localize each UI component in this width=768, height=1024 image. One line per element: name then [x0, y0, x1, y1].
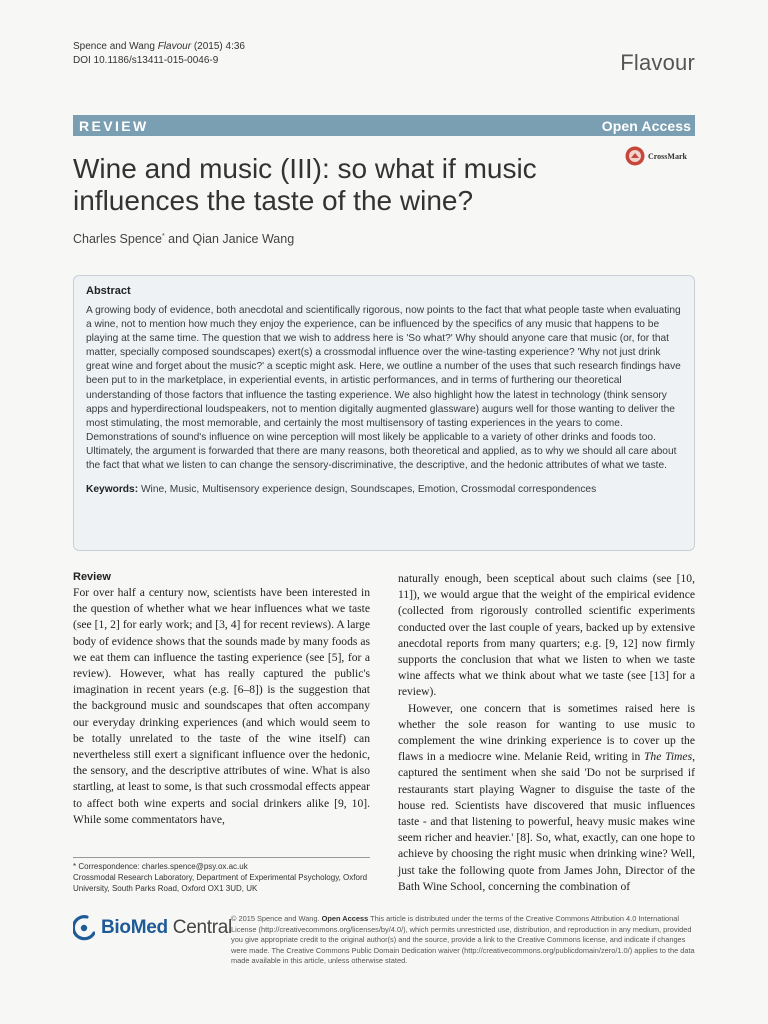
license-text: This article is distributed under the terms of the Creative Commons Attribution 4.0 International License (http://creativecommons.org/licenses/by/4.0/), which permits unrestricted use, distribution, and reproduction in any medium, provided you give appropriate credit to the original author(s) and the source, provide a link to the Creative Commons license, and indicate if changes were made. The Creative Commons Public Domain Dedication waiver (http://creativecommons.org/publicdomain/zero/1.0/) applies to the data made available in this article, unless otherwise stated. [231, 914, 695, 966]
author-wang[interactable]: and Qian Janice Wang [164, 232, 295, 246]
publisher-logo[interactable] [73, 915, 232, 941]
body-column-right [398, 571, 695, 895]
crossmark-icon [625, 146, 645, 166]
open-access-label[interactable]: Open Access [601, 117, 691, 134]
body-paragraph: For over half a century now, scientists have been interested in the question of whether what we hear influences what we taste (see [1, 2] for early work; and [3, 4] for recent reviews). A large body of evidence shows that the sounds made by many foods as we eat them can influence the tasting experience (see [5], for a review). However, what has really captured the public's imagination in recent years (e.g. [6–8]) is the suggestion that the background music and soundscapes that often accompany our everyday drinking experiences (and which would seem to be totally unrelated to the taste of the wine itself) can nevertheless still exert a significant influence over the hedonic, the sensory, and the descriptive attributes of wine. What is also startling, at least to some, is that such crossmodal effects appear to affect both wine experts and social drinkers alike [9, 10]. While some commentators have, [73, 586, 370, 826]
corresponding-author-mark: * [161, 232, 165, 240]
abstract-body: A growing body of evidence, both anecdotal and scientifically rigorous, now points to the fact that what people taste when evaluating a wine, not to mention how much they enjoy the experience, can be influenced by the specifics of any music that happens to be playing at the same time. The question that we wish to address here is 'So what?' Why should anyone care that music (or, for that matter, specially composed soundscapes) exert(s) a crossmodal influence over the wine-tasting experience? 'Why not just drink great wine and forget about the music?' a sceptic might ask. Here, we outline a number of the uses that such research findings have been put to in the marketplace, in experiential events, in artistic performances, and in terms of furthering our theoretical understanding of those factors that influence the tasting experience. We also highlight how the latest in technology (think sensory apps and hyperdirectional loudspeakers, not to mention digitally augmented glassware) augurs well for those wanting to deliver the most stimulating, the most memorable, and certainly the most multisensory of tasting experiences in the years to come. Demonstrations of sound's influence on wine perception will most likely be applicable to a variety of other drinks and foods too. Ultimately, the argument is forwarded that there are many reasons, both theoretical and applied, as to why we should all care about the fact that what we listen to can change the sensory-discriminative, the descriptive, and the hedonic attributes of what we taste. [86, 305, 681, 472]
paragraph-text: , captured the sentiment when she said 'Do not be surprised if restaurants start playing Wagner to disguise the taste of the house red. Scientists have discovered that music influences taste - and that listening to powerful, heavy music makes wine seem richer and heavier.' [8]. So, what, exactly, can one hope to achieve by choosing the right music when drinking wine? Well, just take the following quote from James John, Director of the Bath Wine School, concerning the combination of [398, 750, 695, 893]
crossmark-label: CrossMark [648, 151, 687, 161]
abstract-heading: Abstract [86, 285, 131, 297]
crossmark-badge[interactable] [625, 146, 687, 166]
copyright-text: © 2015 Spence and Wang. [231, 914, 322, 923]
correspondence-email[interactable]: * Correspondence: charles.spence@psy.ox.ac.uk [73, 862, 248, 871]
section-heading-review: Review [73, 571, 111, 583]
keywords [86, 483, 682, 497]
biomed-central-icon [73, 915, 95, 941]
citation-journal: Flavour [157, 41, 192, 52]
publisher-name-rest: Central [167, 917, 232, 938]
author-list [73, 232, 294, 246]
article-title: Wine and music (III): so what if music influences the taste of the wine? [73, 153, 537, 216]
article-type-banner [73, 115, 695, 136]
body-column-left [73, 571, 370, 828]
body-paragraph [398, 701, 695, 895]
citation-line [73, 40, 245, 54]
open-access-bold: Open Access [321, 914, 369, 923]
keywords-label: Keywords: [86, 484, 139, 496]
doi[interactable]: DOI 10.1186/s13411-015-0046-9 [73, 55, 219, 66]
author-affiliation: Crossmodal Research Laboratory, Department of Experimental Psychology, Oxford University, South Parks Road, Oxford OX1 3UD, UK [73, 873, 368, 893]
citation-header [73, 40, 245, 68]
journal-name: Flavour [620, 50, 695, 75]
author-spence[interactable]: Charles Spence [73, 232, 162, 246]
publisher-name [101, 917, 232, 939]
paragraph-text: However, one concern that is sometimes raised here is whether the sole reason for wanting to use music to complement the wine drinking experience is to cover up the flaws in a mediocre wine. Melanie Reid, writing in [398, 701, 695, 764]
correspondence-footnote [73, 857, 370, 894]
citation-volume: (2015) 4:36 [193, 41, 245, 52]
body-paragraph: naturally enough, been sceptical about such claims (see [10, 11]), we would argue that the weight of the empirical evidence (collected from rigorously controlled scientific experiments conducted over the last couple of years, backed up by extensive anecdotal reports from many quarters; e.g. [9, 12] now firmly supports the conclusion that what we listen to when we taste wine affects what we think about what we taste (see [13] for a review). [398, 572, 695, 699]
keywords-list: Wine, Music, Multisensory experience design, Soundscapes, Emotion, Crossmodal correspondences [140, 484, 597, 496]
abstract-box [73, 275, 695, 551]
license-statement [231, 914, 696, 967]
newspaper-title: The Times [643, 750, 693, 764]
article-type: REVIEW [79, 117, 149, 134]
citation-authors: Spence and Wang [73, 41, 155, 52]
publisher-name-bold: BioMed [101, 917, 168, 938]
